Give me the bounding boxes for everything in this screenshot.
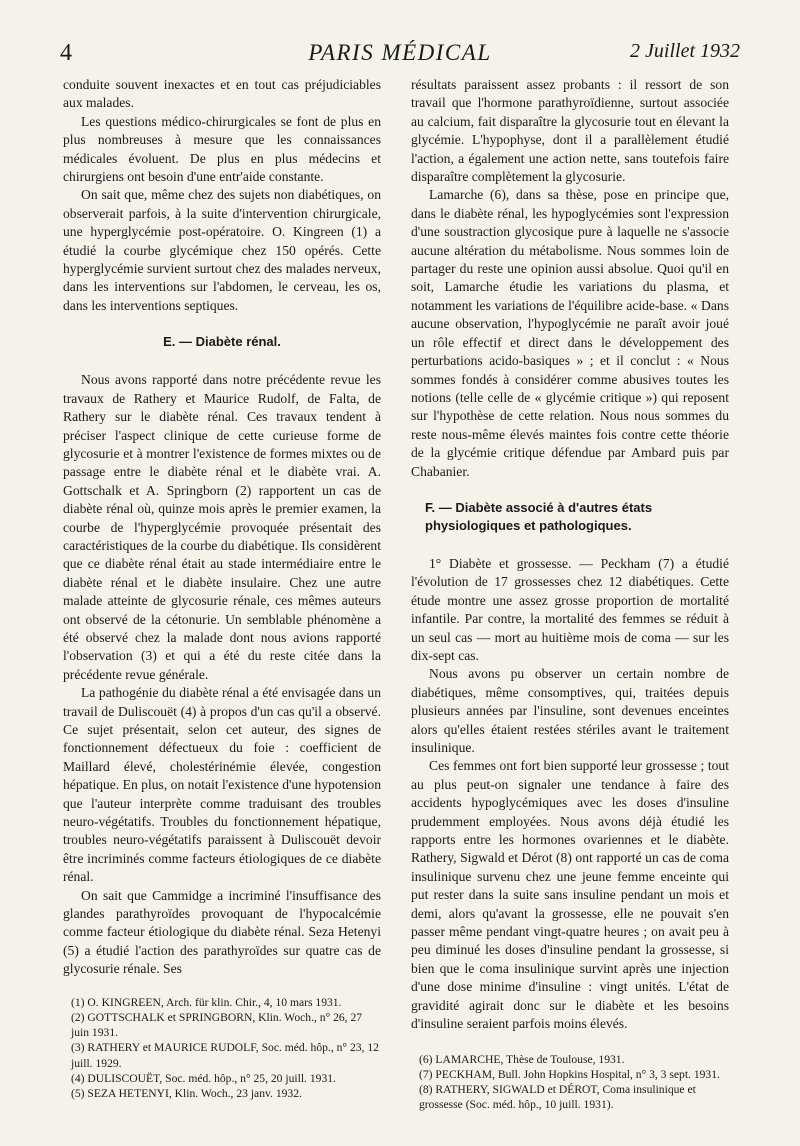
footnote: (2) GOTTSCHALK et SPRINGBORN, Klin. Woch., n° 26, 27 juin 1931. [71,1010,363,1040]
page-header [60,40,740,76]
footnotes-right [411,1052,729,1113]
issue-date: 2 Juillet 1932 [630,40,740,62]
paragraph: On sait que, même chez des sujets non diabétiques, on observerait parfois, à la suite d'intervention chirurgicale, une hyperglycémie post-opératoire. O. Kingreen (1) a étudié la courbe glycémique chez 150 opérés. Cette hyperglycémie survient surtout chez des malades nerveux, dans les interventions sur l'abdomen, le cerveau, les os, dans les interventions septiques. [63,187,381,313]
footnotes-left [63,995,381,1101]
section-e-heading: E. — Diabète rénal. [163,334,281,350]
footnote: (8) RATHERY, SIGWALD et DÉROT, Coma insulinique et grossesse (Soc. méd. hôp., 10 juill. 1931). [419,1082,696,1112]
paragraph: Nous avons rapporté dans notre précédente revue les travaux de Rathery et Maurice Rudolf, de Falta, de Rathery sur le diabète rénal. Ces travaux tendent à préciser l'aspect clinique de cette curieuse forme de glycosurie et à montrer l'existence de formes mixtes ou de passage entre le diabète rénal et le diabète vrai. A. Gottschalk et A. Springborn (2) rapportent un cas de diabète rénal où, quinze mois après le premier examen, la courbe de l'hyperglycémie provoquée présentait des caractéristiques de la courbe du diabétique. Ils considèrent que ce diabète rénal était au stade intermédiaire entre le diabète rénal et le diabète insulaire. Chez une autre malade atteinte de glycosurie rénale, ces mêmes auteurs ont observé de la cétonurie. Un semblable phénomène a été observé chez la malade dont nous avions rapporté l'observation (3) et qui a été du reste citée dans la précédente revue générale. [63,372,381,682]
paragraph: Lamarche (6), dans sa thèse, pose en principe que, dans le diabète rénal, les hypoglycémies sont l'expression d'une soustraction glycosique pure à laquelle ne s'associe aucune altération du métabolisme. Nous sommes loin de partager du reste une opinion aussi absolue. Quoi qu'il en soit, Lamarche étudie les variations du plasma, et notamment les variations de l'équilibre acide-base. « Dans aucune observation, l'hypoglycémie ne paraît avoir joué un rôle effectif et direct dans le développement des perturbations acido-basiques » ; et il conclut : « Nous sommes fondés à considérer comme abusives toutes les notions (telle celle de « glycémie critique ») qui reposent sur l'hypothèse de cette relation. Nous nous sommes du reste nous-même élevés maintes fois contre cette théorie de la glycémie critique défendue par Ambard puis par Chabanier. [411,187,729,479]
paragraph: résultats paraissent assez probants : il ressort de son travail que l'hormone parathyroïdienne, surtout associée au calcium, fait disparaître la glycosurie tout en élevant la glycémie. L'hypophyse, dont il a parallèlement étudié l'action, a également une action nette, sans toutefois faire disparaître complètement la glycosurie. [411,77,729,185]
left-column [63,76,381,1101]
section-f-heading: F. — Diabète associé à d'autres états physiologiques et pathologiques. [425,499,653,533]
paragraph: 1° Diabète et grossesse. — Peckham (7) a étudié l'évolution de 17 grossesses chez 12 diabétiques. Cette étude montre une assez grosse proportion de mortalité infantile. Par contre, la mortalité des femmes se réduit à un seul cas — mort au huitième mois de coma — sur les dix-sept cas. [411,555,729,663]
footnote: (6) LAMARCHE, Thèse de Toulouse, 1931. [419,1052,625,1066]
paragraph: On sait que Cammidge a incriminé l'insuffisance des glandes parathyroïdes provoquant de l'hypocalcémie comme facteur étiologique du diabète rénal. Seza Hetenyi (5) a étudié l'action des parathyroïdes sur quatre cas de glycosurie rénale. Ses [63,887,381,977]
paragraph: La pathogénie du diabète rénal a été envisagée dans un travail de Duliscouët (4) à propos d'un cas qu'il a observé. Ce sujet présentait, selon cet auteur, des signes de fonctionnement défectueux du foie : coefficient de Maillard élevé, cholestérinémie élevée, congestion hépatique. En plus, on notait l'existence d'une hypotension que l'auteur interprète comme traduisant des troubles neuro-végétatifs. Troubles du fonctionnement hépatique, troubles neuro-végétatifs paraissent à Duliscouët devoir être incriminés comme facteurs étiologiques de ce diabète rénal. [63,685,381,885]
right-column [411,76,729,1112]
footnote: (1) O. KINGREEN, Arch. für klin. Chir., 4, 10 mars 1931. [71,995,342,1009]
paragraph: Les questions médico-chirurgicales se font de plus en plus nombreuses à mesure que les connaissances médicales évoluent. De plus en plus médecins et chirurgiens ont besoin d'une entr'aide constante. [63,113,381,185]
journal-title: PARIS MÉDICAL [308,40,492,65]
paragraph: conduite souvent inexactes et en tout cas préjudiciables aux malades. [63,77,381,111]
paragraph: Ces femmes ont fort bien supporté leur grossesse ; tout au plus peut-on signaler une tendance à faire des accidents hypoglycémiques avec les doses d'insuline prudemment employées. Nous avons déjà étudié les rapports entre les hormones ovariennes et le diabète. Rathery, Sigwald et Dérot (8) ont rapporté un cas de coma insulinique survenu chez une jeune femme enceinte qui put rester dans la suite sans insuline pendant un mois et demi, alors qu'avant la grossesse, elle ne pouvait s'en passer même pendant vingt-quatre heures ; on avait peu à peu diminué les doses d'insuline pendant la grossesse, si bien que le coma insulinique survint après une injection d'une dose minime d'insuline : vingt unités. L'état de gravidité agirait donc sur le diabète et les besoins d'insuline seraient parfois moins élevés. [411,758,729,1032]
footnote: (3) RATHERY et MAURICE RUDOLF, Soc. méd. hôp., n° 23, 12 juill. 1929. [71,1041,379,1070]
footnote: (4) DULISCOUËT, Soc. méd. hôp., n° 25, 20 juill. 1931. [71,1071,336,1085]
paragraph: Nous avons pu observer un certain nombre de diabétiques, même consomptives, qui, traitées depuis plusieurs années par l'insuline, sont devenues enceintes alors qu'elles étaient restées stériles avant le traitement insulinique. [411,666,729,755]
footnote: (5) SEZA HETENYI, Klin. Woch., 23 janv. 1932. [71,1086,302,1100]
footnote: (7) PECKHAM, Bull. John Hopkins Hospital, n° 3, 3 sept. 1931. [419,1067,720,1081]
page-number: 4 [60,40,72,66]
